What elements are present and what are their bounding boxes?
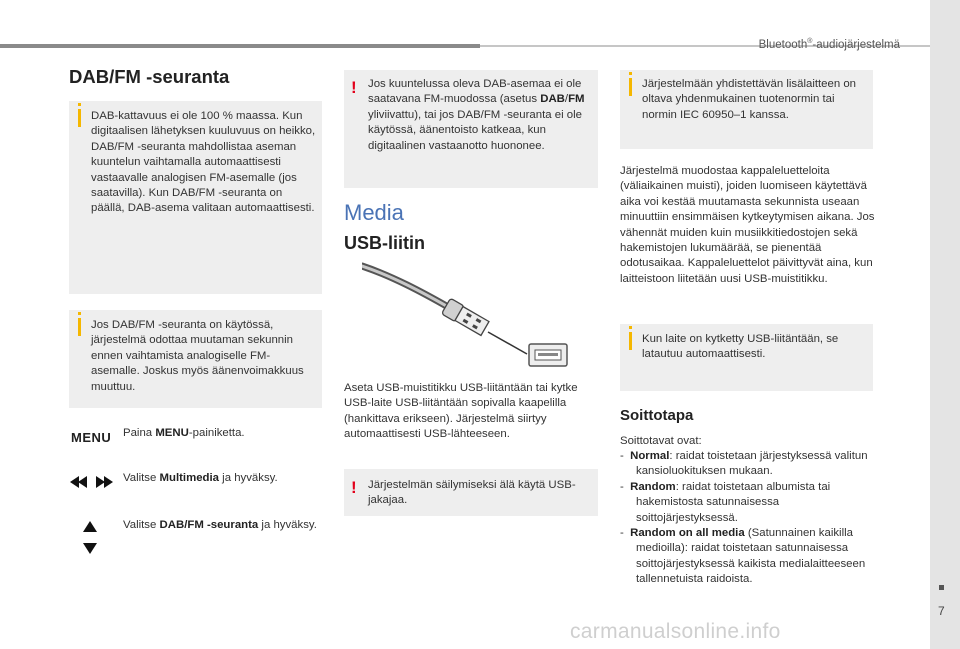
list-item: - Normal: raidat toistetaan järjestyksessä valitun kansioluokituksen mukaan. <box>620 450 868 478</box>
info-box-dab-delay <box>69 310 322 408</box>
play-mode-list <box>620 449 875 588</box>
info-text: Kun laite on kytketty USB-liitäntään, se latautuu automaattisesti. <box>642 333 839 361</box>
info-box-iec-standard <box>620 70 873 149</box>
play-mode-intro: Soittotavat ovat: <box>620 435 702 447</box>
info-box-dab-coverage <box>69 101 322 294</box>
info-icon <box>629 78 632 96</box>
up-down-arrows-icon <box>82 521 98 555</box>
step-press-menu: Paina MENU-painiketta. <box>123 427 245 439</box>
warning-box-dab-unavailable <box>344 70 598 188</box>
page-number: 7 <box>938 604 945 618</box>
warning-box-usb-hub <box>344 469 598 516</box>
warning-text: Jos kuuntelussa oleva DAB-asemaa ei ole saatavana FM-muodossa (asetus DAB/FM yliviivattu), tai jos DAB/FM -seuranta ei ole käytössä, äänentoisto katkeaa, kun digitaalinen vastaanotto huononee. <box>368 78 585 152</box>
page-sidebar <box>930 0 960 649</box>
warning-text: Järjestelmän säilymiseksi älä käytä USB-jakajaa. <box>368 479 576 507</box>
section-title-dab-fm: DAB/FM -seuranta <box>69 66 230 87</box>
menu-button-icon: MENU <box>71 430 112 445</box>
list-item: - Random: raidat toistetaan albumista tai hakemistosta satunnaisessa soittojärjestyksessä. <box>620 480 831 524</box>
subsection-title-play-mode: Soittotapa <box>620 407 694 424</box>
info-icon <box>629 332 632 350</box>
step-select-dab-fm: Valitse DAB/FM -seuranta ja hyväksy. <box>123 519 317 531</box>
subsection-title-usb: USB-liitin <box>344 233 425 253</box>
info-text: Järjestelmään yhdistettävän lisälaitteen on oltava yhdenmukainen tuotenormin tai normin IEC 60950–1 kanssa. <box>642 78 857 121</box>
section-title-media: Media <box>344 200 404 225</box>
page-marker <box>939 585 944 590</box>
info-icon <box>78 109 81 127</box>
watermark: carmanualsonline.info <box>570 620 781 643</box>
info-text: DAB-kattavuus ei ole 100 % maassa. Kun digitaalisen lähetyksen kuuluvuus on heikko, DAB/FM -seuranta mahdollistaa aseman kuuntelun vaihtamalla automaattisesti vastaavalle analogisen FM-asemalle (jos saatavilla). Kun DAB/FM -seuranta on päällä, DAB-asema valitaan automaattisesti. <box>91 110 316 215</box>
info-icon <box>78 318 81 336</box>
header-rule <box>0 44 480 48</box>
step-select-multimedia: Valitse Multimedia ja hyväksy. <box>123 472 278 484</box>
warning-icon: ! <box>351 78 357 97</box>
usb-plug-illustration-icon <box>362 262 570 374</box>
warning-icon: ! <box>351 478 357 497</box>
running-header: Bluetooth®-audiojärjestelmä <box>758 38 900 51</box>
info-box-usb-charging <box>620 324 873 391</box>
playlist-paragraph: Järjestelmä muodostaa kappaleluetteloita (väliaikainen muisti), joiden luomiseen käytettävä aika voi kestää muutamasta sekunnista useaan minuuttiin ensimmäisen kytkeytymisen aikana. Jos vähennät muiden kuin musiikkitiedostojen sekä hakemistojen lukumäärää, se pienentää odotusaikaa. Kappaleluettelot päivittyvät aina, kun laitteistoon liitetään uusi USB-muistitikku. <box>620 165 875 285</box>
left-right-arrows-icon <box>70 474 114 490</box>
info-text: Jos DAB/FM -seuranta on käytössä, järjestelmä odottaa muutaman sekunnin ennen vaihtamista analogiselle FM-asemalle. Joskus myös äänenvoimakkuus muuttuu. <box>91 319 304 393</box>
list-item: - Random on all media (Satunnainen kaikilla medioilla): raidat toistetaan satunnaisessa soittojärjestyksessä kaikista medialaitteeseen tallennetuista raidoista. <box>620 527 866 586</box>
usb-instructions: Aseta USB-muistitikku USB-liitäntään tai kytke USB-laite USB-liitäntään sopivalla kaapelilla (hankittava erikseen). Järjestelmä siirtyy automaattisesti USB-lähteeseen. <box>344 382 578 441</box>
